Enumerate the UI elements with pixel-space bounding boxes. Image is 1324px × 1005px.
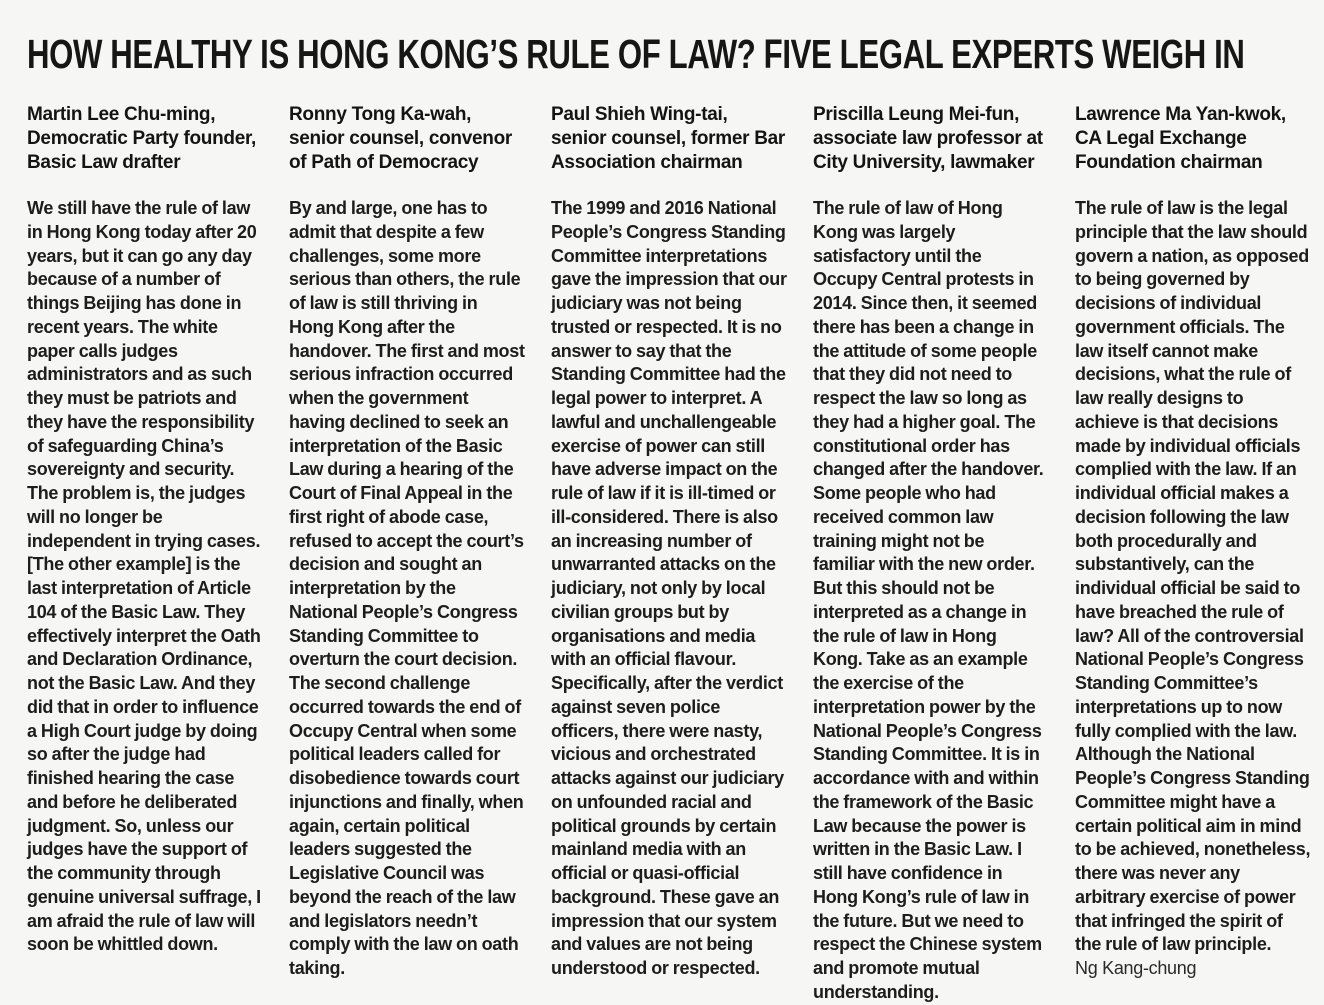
expert-name: Ronny Tong Ka-wah, senior counsel, convenor of Path of Democracy [289,104,512,173]
reporter-byline: Ng Kang-chung [1075,958,1197,979]
expert-column-ronny-tong [289,103,525,981]
expert-column-paul-shieh [551,103,787,981]
expert-name: Priscilla Leung Mei-fun, associate law professor at City University, lawmaker [813,104,1043,173]
expert-column-lawrence-ma [1075,103,1311,981]
article-headline: HOW HEALTHY IS HONG KONG’S RULE OF LAW? FIVE LEGAL EXPERTS WEIGH IN [27,31,1245,77]
expert-column-priscilla-leung [813,103,1049,1005]
expert-opinion: The rule of law of Hong Kong was largely satisfactory until the Occupy Central protests in 2014. Since then, it seemed there has been a change in the attitude of some people that they did not need to respect the law so long as they had a higher goal. The constitutional order has changed after the handover. Some people who had received common law training might not be familiar with the new order. But this should not be interpreted as a change in the rule of law in Hong Kong. Take as an example the exercise of the interpretation power by the National People’s Congress Standing Committee. It is in accordance with and within the framework of the Basic Law because the power is written in the Basic Law. I still have confidence in Hong Kong’s rule of law in the future. But we need to respect the Chinese system and promote mutual understanding. [813,198,1044,1002]
expert-opinion: By and large, one has to admit that despite a few challenges, some more serious than others, the rule of law is still thriving in Hong Kong after the handover. The first and most serious infraction occurred when the government having declined to seek an interpretation of the Basic Law during a hearing of the Court of Final Appeal in the first right of abode case, refused to accept the court’s decision and sought an interpretation by the National People’s Congress Standing Committee to overturn the court decision. The second challenge occurred towards the end of Occupy Central when some political leaders called for disobedience towards court injunctions and finally, when again, certain political leaders suggested the Legislative Council was beyond the reach of the law and legislators needn’t comply with the law on oath taking. [289,198,525,979]
expert-opinion: The 1999 and 2016 National People’s Congress Standing Committee interpretations gave the impression that our judiciary was not being trusted or respected. It is no answer to say that the Standing Committee had the legal power to interpret. A lawful and unchallengeable exercise of power can still have adverse impact on the rule of law if it is ill-timed or ill-considered. There is also an increasing number of unwarranted attacks on the judiciary, not only by local civilian groups but by organisations and media with an official flavour. Specifically, after the verdict against seven police officers, there were nasty, vicious and orchestrated attacks against our judiciary on unfounded racial and political grounds by certain mainland media with an official or quasi-official background. These gave an impression that our system and values are not being understood or respected. [551,198,787,979]
expert-name: Paul Shieh Wing-tai, senior counsel, former Bar Association chairman [551,104,785,173]
expert-columns [27,103,1311,1005]
expert-opinion: The rule of law is the legal principle that the law should govern a nation, as opposed to being governed by decisions of individual government officials. The law itself cannot make decisions, what the rule of law really designs to achieve is that decisions made by individual officials complied with the law. If an individual official makes a decision following the law both procedurally and substantively, can the individual official be said to have breached the rule of law? All of the controversial National People’s Congress Standing Committee’s interpretations up to now fully complied with the law. Although the National People’s Congress Standing Committee might have a certain political aim in mind to be achieved, nonetheless, there was never any arbitrary exercise of power that infringed the spirit of the rule of law principle. [1075,198,1311,955]
expert-name: Lawrence Ma Yan-kwok, CA Legal Exchange Foundation chairman [1075,104,1286,173]
expert-name: Martin Lee Chu-ming, Democratic Party founder, Basic Law drafter [27,104,257,173]
expert-opinion: We still have the rule of law in Hong Kong today after 20 years, but it can go any day because of a number of things Beijing has done in recent years. The white paper calls judges administrators and as such they must be patriots and they have the responsibility of safeguarding China’s sovereignty and security. The problem is, the judges will no longer be independent in trying cases. [The other example] is the last interpretation of Article 104 of the Basic Law. They effectively interpret the Oath and Declaration Ordinance, not the Basic Law. And they did that in order to influence a High Court judge by doing so after the judge had finished hearing the case and before he deliberated judgment. So, unless our judges have the support of the community through genuine universal suffrage, I am afraid the rule of law will soon be whittled down. [27,198,261,955]
expert-column-martin-lee [27,103,263,957]
